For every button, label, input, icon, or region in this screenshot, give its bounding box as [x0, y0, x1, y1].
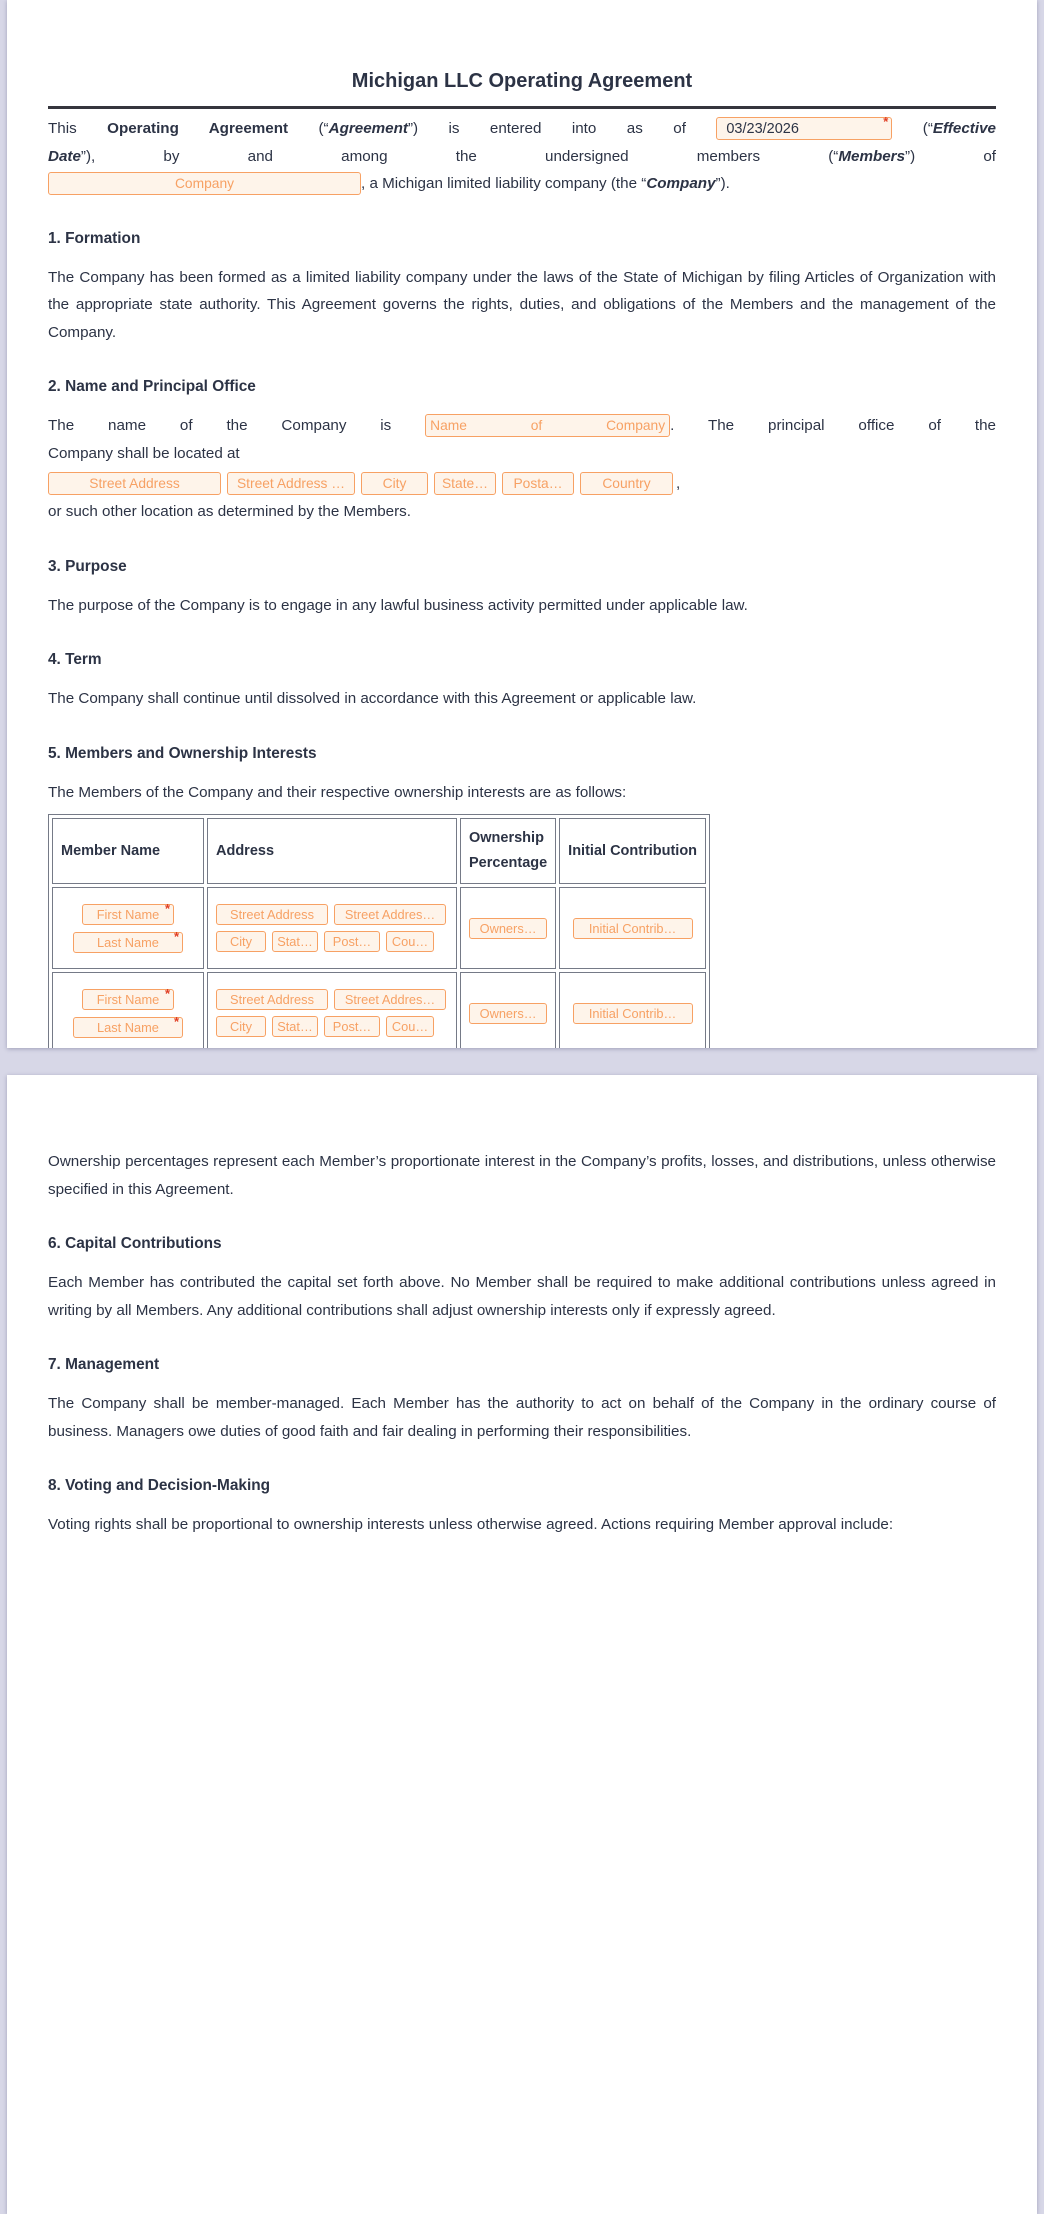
street-address-line2-input[interactable] [334, 989, 446, 1010]
section-6-heading: 6. Capital Contributions [48, 1235, 222, 1252]
section-2-heading: 2. Name and Principal Office [48, 378, 256, 395]
cell-address [207, 972, 457, 1048]
initial-contribution-field [573, 1003, 693, 1024]
city-field [216, 1016, 266, 1037]
initial-contribution-input[interactable] [573, 918, 693, 939]
city-input[interactable] [361, 472, 428, 495]
company-field [48, 172, 361, 195]
state-field [434, 472, 496, 495]
postal-code-field [502, 472, 574, 495]
last-name-field [73, 928, 183, 953]
first-name-field [82, 900, 174, 925]
table-header-row [52, 818, 706, 884]
country-field [386, 931, 434, 952]
street-address-field [48, 472, 221, 495]
text-segment: The name of the Company is [48, 417, 392, 434]
country-field [580, 472, 673, 495]
company-name-input[interactable] [425, 414, 670, 437]
text-segment: This [48, 120, 108, 137]
document-page-2 [7, 1075, 1037, 2214]
ownership-percentage-field [469, 918, 547, 939]
cell-initial-contribution [559, 972, 706, 1048]
page-break-gap [0, 1048, 1044, 1075]
postal-code-input[interactable] [324, 1016, 380, 1037]
first-name-input[interactable] [82, 900, 174, 925]
initial-contribution-field [573, 918, 693, 939]
text-segment: Agreement [328, 120, 408, 137]
section-5-heading: 5. Members and Ownership Interests [48, 744, 317, 762]
member-row-2 [52, 972, 706, 1048]
document-page-1 [7, 0, 1037, 1048]
section-6-body: Each Member has contributed the capital set forth above. No Member shall be required to make additional contributions unless agreed in writing by all Members. Any additional contributions shall adjust ownership interests only if expressly agreed. [48, 1274, 996, 1319]
ownership-percentage-input[interactable] [469, 918, 547, 939]
cell-member-name [52, 972, 204, 1048]
text-segment: ”) of [905, 147, 996, 165]
street-address-field [216, 904, 328, 925]
effective-date-input[interactable] [716, 114, 892, 140]
text-segment: Date [48, 147, 81, 165]
text-segment: ”) is entered into as of [407, 120, 686, 137]
last-name-input[interactable] [73, 928, 183, 953]
section-8-heading: 8. Voting and Decision-Making [48, 1477, 271, 1494]
street-address-input[interactable] [216, 989, 328, 1010]
required-asterisk: * [164, 900, 170, 916]
section-5-intro: The Members of the Company and their respective ownership interests are as follows: [48, 783, 627, 801]
street-address-line2-field [334, 989, 446, 1010]
section-4-heading: 4. Term [48, 651, 102, 668]
text-segment: ”), by and among the undersigned members (“ [80, 147, 839, 165]
street-address-line2-input[interactable] [334, 904, 446, 925]
text-segment: (“ [318, 120, 329, 137]
section-7-body: The Company shall be member-managed. Each Member has the authority to act on behalf of the Company in the ordinary course of business. Managers owe duties of good faith and fair dealing in performing their responsibilities. [48, 1395, 996, 1440]
intro-paragraph [48, 115, 996, 198]
section-3-heading: 3. Purpose [48, 557, 127, 575]
postal-code-field [324, 931, 380, 952]
section-2-line-2: Company shall be located at [48, 444, 240, 462]
text-segment: , [676, 475, 681, 492]
cell-member-name [52, 887, 204, 969]
city-field [361, 472, 428, 495]
section-2-line-1 [48, 412, 996, 440]
company-name-field [425, 414, 670, 437]
intro-line-2 [48, 143, 996, 171]
member-row-1 [52, 887, 706, 969]
section-3-body: The purpose of the Company is to engage in any lawful business activity permitted under applicable law. [48, 596, 748, 614]
postal-code-input[interactable] [502, 472, 574, 495]
section-4-body: The Company shall continue until dissolved in accordance with this Agreement or applicable law. [48, 690, 697, 707]
cell-ownership-percentage [460, 972, 556, 1048]
ownership-percentage-field [469, 1003, 547, 1024]
intro-line-3 [48, 170, 996, 198]
text-segment: , a Michigan limited liability company (the “ [361, 175, 647, 192]
effective-date-field [716, 114, 892, 140]
last-name-input[interactable] [73, 1013, 183, 1038]
section-1-body: The Company has been formed as a limited liability company under the laws of the State of Michigan by filing Articles of Organization with the appropriate state authority. This Agreement governs the rights, duties, and obligations of the Members and the management of the Company. [48, 268, 996, 341]
ownership-percentage-input[interactable] [469, 1003, 547, 1024]
text-segment: ”). [715, 175, 730, 192]
members-table [48, 814, 710, 1048]
section-7-heading: 7. Management [48, 1356, 160, 1373]
state-input[interactable] [272, 931, 318, 952]
text-segment: Effective [932, 120, 996, 137]
required-asterisk: * [164, 985, 170, 1001]
street-address-input[interactable] [48, 472, 221, 495]
initial-contribution-input[interactable] [573, 1003, 693, 1024]
first-name-input[interactable] [82, 985, 174, 1010]
cell-address [207, 887, 457, 969]
state-input[interactable] [272, 1016, 318, 1037]
text-segment: Company [646, 175, 716, 192]
country-input[interactable] [386, 1016, 434, 1037]
text-segment: Members [838, 147, 906, 165]
page-title: Michigan LLC Operating Agreement [351, 70, 693, 92]
state-field [272, 931, 318, 952]
cell-ownership-percentage [460, 887, 556, 969]
country-field [386, 1016, 434, 1037]
required-asterisk: * [883, 114, 889, 130]
cell-initial-contribution [559, 887, 706, 969]
street-address-line2-field [227, 472, 355, 495]
postal-code-input[interactable] [324, 931, 380, 952]
section-5-continuation: Ownership percentages represent each Member’s proportionate interest in the Company’s profits, losses, and distributions, unless otherwise specified in this Agreement. [48, 1153, 996, 1198]
section-8-body: Voting rights shall be proportional to ownership interests unless otherwise agreed. Actions requiring Member approval include: [48, 1516, 894, 1533]
text-segment: (“ [922, 120, 933, 137]
city-input[interactable] [216, 1016, 266, 1037]
city-field [216, 931, 266, 952]
company-input[interactable] [48, 172, 361, 195]
first-name-field [82, 985, 174, 1010]
country-input[interactable] [386, 931, 434, 952]
postal-code-field [324, 1016, 380, 1037]
state-input[interactable] [434, 472, 496, 495]
street-address-input[interactable] [216, 904, 328, 925]
principal-office-address-fields [48, 472, 996, 495]
col-header-initial-contribution: Initial Contribution [559, 818, 706, 884]
country-input[interactable] [580, 472, 673, 495]
text-segment: . The principal office of the [670, 417, 996, 434]
state-field [272, 1016, 318, 1037]
street-address-field [216, 989, 328, 1010]
section-1-heading: 1. Formation [48, 229, 141, 247]
city-input[interactable] [216, 931, 266, 952]
section-2-body [48, 412, 996, 526]
text-segment: Operating Agreement [107, 120, 289, 137]
street-address-line2-field [334, 904, 446, 925]
title-divider [48, 106, 996, 109]
required-asterisk: * [173, 928, 179, 944]
intro-line-1 [48, 115, 996, 143]
street-address-line2-input[interactable] [227, 472, 355, 495]
col-header-member-name: Member Name [52, 818, 204, 884]
section-2-line-4: or such other location as determined by the Members. [48, 503, 411, 520]
col-header-ownership-percentage: Ownership Percentage [460, 818, 556, 884]
last-name-field [73, 1013, 183, 1038]
col-header-address: Address [207, 818, 457, 884]
required-asterisk: * [173, 1013, 179, 1029]
